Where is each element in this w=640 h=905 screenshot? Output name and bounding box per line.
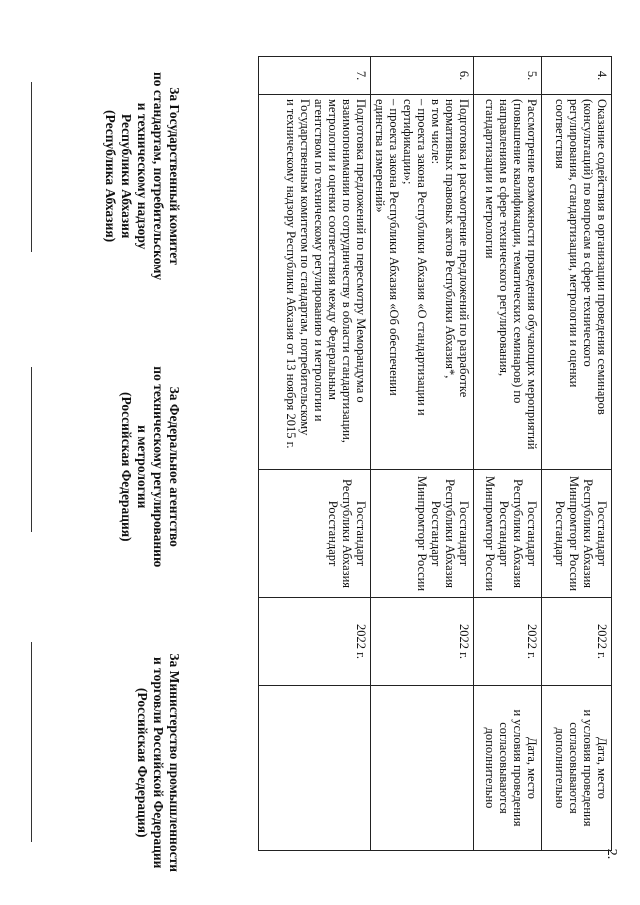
text-line: метрологии и оценки соответствия между Федеральным xyxy=(326,99,340,401)
text-line: (повышение квалификации, тематических семинаров) по xyxy=(511,99,525,404)
plan-table xyxy=(258,56,612,851)
text-line: Республики Абхазия xyxy=(443,478,457,589)
text-line: Дата, место xyxy=(525,736,539,800)
row-number: 6. xyxy=(371,57,474,95)
page-number: 2. xyxy=(604,848,619,860)
table-row xyxy=(542,57,612,851)
text-line: За Федеральное агентство xyxy=(167,386,182,547)
text-line: (Российская Федерация) xyxy=(119,392,135,542)
text-line: взаимопонимании по сотрудничеству в области стандартизации, xyxy=(340,99,354,443)
text-line: Республики Абхазия xyxy=(119,113,135,239)
text-line: дополнительно xyxy=(483,727,497,809)
text-line: Госстандарт xyxy=(525,500,539,567)
text-line: единства измерений» xyxy=(373,99,387,213)
text-line: согласовываются xyxy=(497,722,511,814)
row-number: 5. xyxy=(474,57,542,95)
desc-cell xyxy=(259,95,371,470)
text-line: Рассмотрение возможности проведения обучающих мероприятий xyxy=(525,99,539,450)
text-line: сертификации»; xyxy=(401,99,415,185)
note-cell xyxy=(259,686,371,851)
text-line: (Республика Абхазия) xyxy=(103,110,119,243)
text-line: (Российская Федерация) xyxy=(135,687,151,838)
desc-cell xyxy=(371,95,474,470)
text-line: Минпромторг России xyxy=(483,475,497,592)
text-line: Подготовка предложений по пересмотру Меморандума о xyxy=(354,99,368,403)
text-line: Государственным комитетом по стандартам, потребительскому xyxy=(298,99,312,436)
text-line: – проекта закона Республики Абхазия «О стандартизации и xyxy=(415,99,429,416)
text-line: Госстандарт xyxy=(457,500,471,567)
signature-line xyxy=(31,82,32,252)
row-number: 7. xyxy=(259,57,371,95)
executors-cell xyxy=(259,470,371,598)
text-line: и техническому надзору Республики Абхазия от 13 ноября 2015 г. xyxy=(284,99,298,449)
text-line: и торговли Российской Федерации xyxy=(151,656,167,869)
text-line: Дата, место xyxy=(595,736,609,800)
text-line: и метрологии xyxy=(135,425,151,509)
text-line: по техническому регулированию xyxy=(151,366,167,568)
text-line: и условия проведения xyxy=(511,709,525,827)
text-line: стандартизации и метрологии xyxy=(483,99,497,259)
signature-block-abkhazia xyxy=(102,72,182,280)
text-line: Росстандарт xyxy=(497,500,511,567)
text-line: агентством по техническому регулированию и метрологии и xyxy=(312,99,326,422)
text-line: и техническому надзору xyxy=(135,102,151,250)
text-line: согласовываются xyxy=(567,722,581,814)
note-cell xyxy=(474,686,542,851)
text-line: и условия проведения xyxy=(581,709,595,827)
table-row xyxy=(259,57,371,851)
text-line: Госстандарт xyxy=(595,500,609,567)
executors-cell xyxy=(474,470,542,598)
table-row xyxy=(474,57,542,851)
text-line: Минпромторг России xyxy=(415,475,429,592)
text-line: Госстандарт xyxy=(354,500,368,567)
text-line: Республики Абхазия xyxy=(340,478,354,589)
executors-cell xyxy=(542,470,612,598)
text-line: Росстандарт xyxy=(429,500,443,567)
text-line: Росстандарт xyxy=(326,500,340,567)
text-line: Республики Абхазия xyxy=(511,478,525,589)
table-row xyxy=(371,57,474,851)
desc-cell xyxy=(542,95,612,470)
rotated-document xyxy=(12,12,612,892)
text-line: Республики Абхазия xyxy=(581,478,595,589)
note-cell xyxy=(542,686,612,851)
text-line: Подготовка и рассмотрение предложений по разработке xyxy=(457,99,471,398)
term-cell: 2022 г. xyxy=(474,598,542,686)
desc-cell xyxy=(474,95,542,470)
note-cell xyxy=(371,686,474,851)
signature-block-rosstandart xyxy=(102,366,182,567)
signature-block-minpromtorg xyxy=(102,653,182,872)
text-line: нормативных правовых актов Республики Абхазия*, xyxy=(443,99,457,379)
text-line: направлениям в сфере технического регулирования, xyxy=(497,99,511,377)
text-line: соответствия xyxy=(553,99,567,169)
text-line: Минпромторг России xyxy=(567,475,581,592)
signature-line xyxy=(31,367,32,532)
executors-cell xyxy=(371,470,474,598)
row-number: 4. xyxy=(542,57,612,95)
text-line: (консультаций) по вопросам в сфере технического xyxy=(581,99,595,367)
text-line: по стандартам, потребительскому xyxy=(151,72,167,281)
text-line: Росстандарт xyxy=(553,500,567,567)
text-line: регулирования, стандартизации, метрологии и оценки xyxy=(567,99,581,388)
text-line: дополнительно xyxy=(553,727,567,809)
text-line: За Министерство промышленности xyxy=(167,653,182,872)
text-line: в том числе: xyxy=(429,99,443,165)
signature-line xyxy=(31,642,32,842)
text-line: За Государственный комитет xyxy=(167,87,182,265)
text-line: – проекта закона Республики Абхазия «Об обеспечении xyxy=(387,99,401,396)
term-cell: 2022 г. xyxy=(259,598,371,686)
term-cell: 2022 г. xyxy=(542,598,612,686)
text-line: Оказание содействия в организации проведения семинаров xyxy=(595,99,609,415)
signature-blocks xyxy=(102,72,182,872)
term-cell: 2022 г. xyxy=(371,598,474,686)
